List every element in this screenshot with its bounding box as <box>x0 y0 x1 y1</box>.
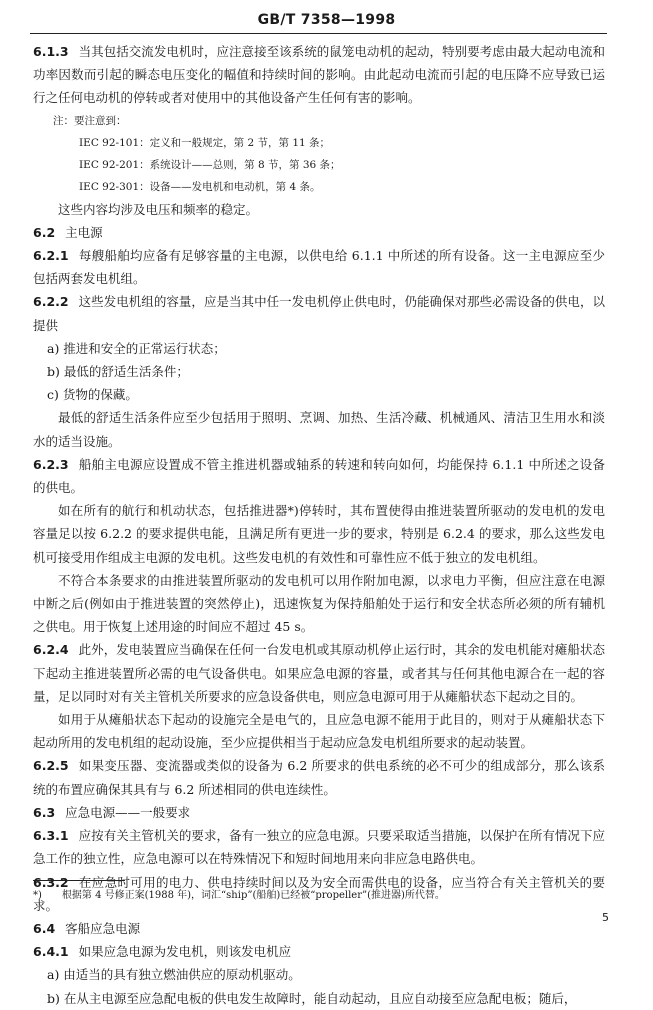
paragraph <box>33 499 605 569</box>
clause-6-2-1 <box>33 244 605 290</box>
paragraph-text: 应按有关主管机关的要求，备有一独立的应急电源。只要采取适当措施，以保护在所有情况下应急工作的独立性，应急电源可以在特殊情况下和短时间地用来向非应急电路供电。 <box>33 828 605 867</box>
clause-number: 6.2.4 <box>33 642 69 658</box>
paragraph <box>33 198 605 221</box>
clause-number: 6.3.2 <box>33 874 69 890</box>
clause-6-3-1 <box>33 824 605 870</box>
paragraph-text: b) 最低的舒适生活条件； <box>47 364 189 380</box>
paragraph-text: 每艘船舶均应备有足够容量的主电源，以供电给 6.1.1 中所述的所有设备。这一主电源应至少包括两套发电机组。 <box>33 248 605 287</box>
paragraph-text: 当其包括交流发电机时，应注意接至该系统的鼠笼电动机的起动，特别要考虑由最大起动电流和功率因数而引起的瞬态电压变化的幅值和持续时间的影响。由此起动电流而引起的电压降不应导致已运行之任何电动机的停转或者对使用中的其他设备产生任何有害的影响。 <box>33 44 605 106</box>
document-body <box>33 40 605 1010</box>
clause-6-4-1 <box>33 940 605 963</box>
paragraph <box>33 360 605 383</box>
paragraph-text: 此外，发电装置应当确保在任何一台发电机或其原动机停止运行时，其余的发电机能对瘫船状态下起动主推进装置所必需的电气设备供电。如果应急电源的容量，或者其与任何其他电源合在一起的容量，足以同时对有关主管机关所要求的应急设备供电，则应急电源可用于从瘫船状态下起动之目的。 <box>33 642 605 704</box>
clause-6-3 <box>33 801 605 824</box>
paragraph-text: a) 由适当的具有独立燃油供应的原动机驱动。 <box>47 967 301 983</box>
clause-number: 6.2.5 <box>33 758 69 774</box>
paragraph-text: 最低的舒适生活条件应至少包括用于照明、烹调、加热、生活冷藏、机械通风、清洁卫生用水和淡水的适当设施。 <box>33 410 605 449</box>
footnote-text: 根据第 4 号修正案(1988 年)，词汇“ship”(船舶)已经被“propeller”(推进器)所代替。 <box>61 890 445 901</box>
paragraph-text: 如果应急电源为发电机，则该发电机应 <box>78 944 292 960</box>
paragraph <box>33 708 605 754</box>
page-number: 5 <box>602 911 609 924</box>
paragraph-text: 客船应急电源 <box>65 920 141 936</box>
paragraph-text: 这些发电机组的容量，应是当其中任一发电机停止供电时，仍能确保对那些必需设备的供电，以提供 <box>33 294 605 333</box>
clause-number: 6.2.2 <box>33 294 69 310</box>
header-rule <box>30 33 607 34</box>
paragraph-text: b) 在从主电源至应急配电板的供电发生故障时，能自动起动，且应自动接至应急配电板；随后， <box>47 990 577 1006</box>
paragraph-text: IEC 92-101：定义和一般规定，第 2 节，第 11 条； <box>79 136 331 149</box>
paragraph <box>33 110 605 132</box>
footnote <box>33 889 605 903</box>
clause-number: 6.2.1 <box>33 248 69 264</box>
paragraph-text: 在应急时可用的电力、供电持续时间以及为安全而需供电的设备，应当符合有关主管机关的要求。 <box>33 874 605 913</box>
paragraph-text: 不符合本条要求的由推进装置所驱动的发电机可以用作附加电源，以求电力平衡，但应注意在电源中断之后(例如由于推进装置的突然停止)，迅速恢复为保持船舶处于运行和安全状态所必须的所有辅机之供电。用于恢复上述用途的时间应不超过 45 s。 <box>33 572 605 635</box>
document-header: GB/T 7358—1998 <box>257 12 396 28</box>
clause-6-2 <box>33 221 605 244</box>
paragraph-text: c) 货物的保藏。 <box>47 387 138 403</box>
clause-number: 6.3.1 <box>33 828 69 844</box>
clause-number: 6.2 <box>33 224 56 240</box>
paragraph <box>33 406 605 452</box>
clause-number: 6.4.1 <box>33 944 69 960</box>
paragraph <box>33 383 605 406</box>
paragraph-text: 注：要注意到： <box>53 114 127 127</box>
clause-number: 6.3 <box>33 804 56 820</box>
paragraph-text: 应急电源——一般要求 <box>65 804 191 820</box>
paragraph <box>33 176 605 198</box>
paragraph-text: 这些内容均涉及电压和频率的稳定。 <box>58 201 259 217</box>
clause-number: 6.4 <box>33 920 56 936</box>
paragraph-text: 主电源 <box>65 224 103 240</box>
paragraph-text: 船舶主电源应设置成不管主推进机器或轴系的转速和转向如何，均能保持 6.1.1 中所述之设备的供电。 <box>33 456 605 496</box>
clause-number: 6.2.3 <box>33 456 69 472</box>
clause-number: 6.1.3 <box>33 44 69 59</box>
paragraph <box>33 963 605 986</box>
footnote-rule <box>33 880 125 881</box>
footnote-mark: *) <box>33 890 42 901</box>
paragraph-text: 如用于从瘫船状态下起动的设施完全是电气的，且应急电源不能用于此目的，则对于从瘫船状态下起动所用的发电机组的起动设施，至少应提供相当于起动应急发电机组所要求的起动装置。 <box>33 712 605 751</box>
clause-6-2-2 <box>33 290 605 336</box>
clause-6-4 <box>33 917 605 940</box>
paragraph <box>33 337 605 360</box>
paragraph-text: 如果变压器、变流器或类似的设备为 6.2 所要求的供电系统的必不可少的组成部分，那么该系统的布置应确保其具有与 6.2 所述相同的供电连续性。 <box>33 758 605 797</box>
paragraph <box>33 132 605 154</box>
clause-6-1-3 <box>33 40 605 110</box>
paragraph <box>33 569 605 639</box>
paragraph-text: a) 推进和安全的正常运行状态； <box>47 340 226 356</box>
paragraph <box>33 154 605 176</box>
paragraph <box>33 987 605 1010</box>
clause-6-2-4 <box>33 638 605 708</box>
paragraph-text: IEC 92-201：系统设计——总则，第 8 节，第 36 条； <box>79 158 341 171</box>
paragraph-text: IEC 92-301：设备——发电机和电动机，第 4 条。 <box>79 180 321 193</box>
clause-6-2-5 <box>33 754 605 800</box>
paragraph-text: 如在所有的航行和机动状态，包括推进器*)停转时，其布置使得由推进装置所驱动的发电机的发电容量足以按 6.2.2 的要求提供电能，且满足所有更进一步的要求，特别是 6.2.4 的要求，那么这些发电机可接受用作组成主电源的发电机。这些发电机的有效性和可靠性应不低于独立的发电机组。 <box>33 503 605 565</box>
clause-6-2-3 <box>33 453 605 499</box>
